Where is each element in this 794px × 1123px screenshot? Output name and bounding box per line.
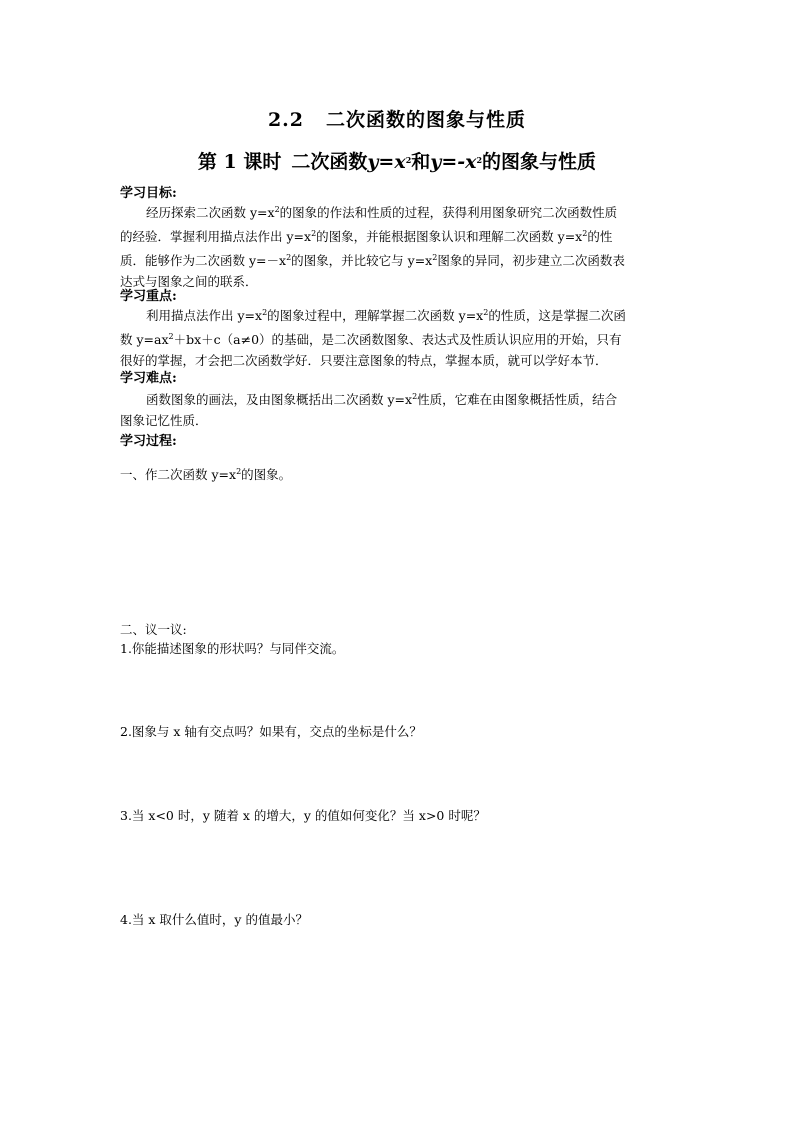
part-two: 二、议一议: — [120, 622, 187, 637]
question-1: 1.你能描述图象的形状吗？与同伴交流。 — [120, 641, 345, 656]
sup: 2 — [412, 392, 418, 401]
key-line-1 — [120, 302, 676, 326]
key-points-paragraph — [120, 302, 676, 371]
lesson-title — [0, 147, 794, 174]
goals-line-2 — [120, 223, 676, 247]
text: 的性质，这是掌握二次函 — [488, 308, 626, 323]
difficulties-heading: 学习难点: — [120, 371, 177, 386]
exp-2: 2 — [476, 155, 483, 165]
text: 性质，它难在由图象概括性质，结合 — [417, 392, 618, 407]
key-line-2 — [120, 326, 676, 350]
text: 图象记忆性质． — [120, 413, 208, 428]
lesson-number: 第 1 课时 — [197, 151, 282, 173]
section-name: 二次函数的图象与性质 — [326, 109, 527, 131]
section-number: 2.2 — [267, 109, 305, 131]
lesson-mid: 和 — [411, 151, 431, 173]
sup: 2 — [483, 308, 489, 317]
lesson-suffix: 的图象与性质 — [482, 151, 597, 173]
sup: 2 — [286, 253, 292, 262]
text: 达式与图象之间的联系． — [120, 274, 258, 289]
diff-line-1 — [120, 386, 676, 410]
text: 的经验．掌握利用描点法作出 y=x — [120, 229, 312, 244]
text: 一、作二次函数 y=x — [120, 467, 237, 482]
text: 的图象过程中，理解掌握二次函数 y=x — [267, 308, 484, 323]
goals-line-1 — [120, 199, 676, 223]
text: 的图象，并能根据图象认识和理解二次函数 y=x — [316, 229, 583, 244]
text: 经历探索二次函数 y=x — [146, 205, 275, 220]
key-line-3 — [120, 350, 676, 371]
sup: 2 — [274, 205, 280, 214]
sup: 2 — [582, 229, 588, 238]
key-points-heading: 学习重点: — [120, 289, 177, 304]
diff-line-2 — [120, 410, 676, 431]
difficulties-paragraph — [120, 386, 676, 431]
text: 函数图象的画法，及由图象概括出二次函数 y=x — [146, 392, 413, 407]
question-3: 3.当 x<0 时，y 随着 x 的增大，y 的值如何变化？当 x>0 时呢？ — [120, 808, 486, 823]
text: 质．能够作为二次函数 y=－x — [120, 253, 287, 268]
expr-1: y=x — [367, 151, 406, 173]
exp-1: 2 — [405, 155, 412, 165]
expr-2: y=-x — [430, 151, 477, 173]
sup: 2 — [311, 229, 317, 238]
text: 很好的掌握，才会把二次函数学好．只要注意图象的特点，掌握本质，就可以学好本节． — [120, 353, 608, 368]
goals-heading: 学习目标: — [120, 186, 177, 201]
sup: 2 — [262, 308, 268, 317]
text: 的图象，并比较它与 y=x — [291, 253, 433, 268]
sup: 2 — [432, 253, 438, 262]
text: 的图象的作法和性质的过程，获得利用图象研究二次函数性质 — [279, 205, 618, 220]
goals-paragraph — [120, 199, 676, 292]
text: 利用描点法作出 y=x — [146, 308, 263, 323]
section-title — [0, 105, 794, 132]
question-4: 4.当 x 取什么值时，y 的值最小？ — [120, 912, 308, 927]
sup: 2 — [168, 332, 174, 341]
goals-line-4 — [120, 271, 676, 292]
text: 的性 — [587, 229, 613, 244]
question-2: 2.图象与 x 轴有交点吗？如果有，交点的坐标是什么？ — [120, 724, 422, 739]
lesson-prefix: 二次函数 — [291, 151, 368, 173]
sup: 2 — [236, 467, 242, 476]
text: 图象的异同，初步建立二次函数表 — [437, 253, 625, 268]
goals-line-3 — [120, 247, 676, 271]
text: 数 y=ax — [120, 332, 169, 347]
text: 的图象。 — [241, 467, 292, 482]
text: ＋bx＋c（a≠0）的基础，是二次函数图象、表达式及性质认识应用的开始，只有 — [173, 332, 622, 347]
process-heading: 学习过程: — [120, 434, 177, 449]
part-one — [120, 465, 291, 483]
